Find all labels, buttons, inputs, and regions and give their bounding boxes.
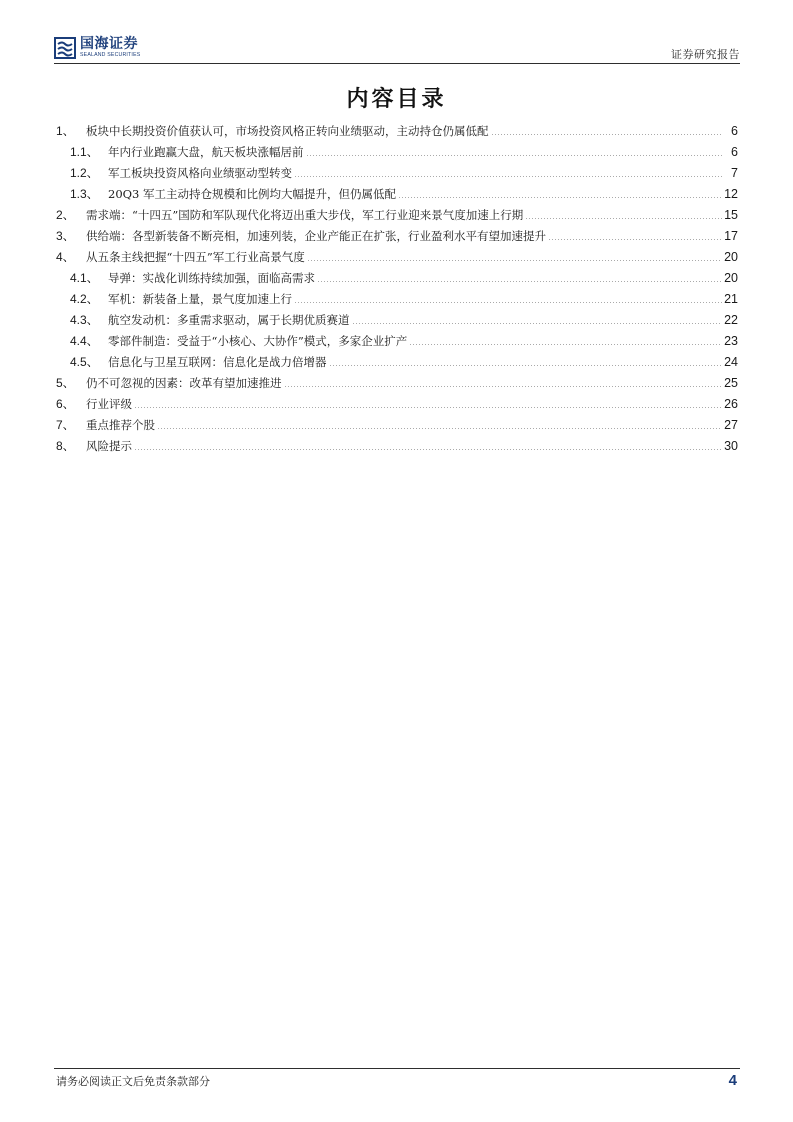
table-of-contents — [56, 120, 738, 456]
toc-entry-page: 20 — [724, 249, 738, 264]
toc-entry-number: 4.1、 — [70, 271, 99, 285]
document-type: 证券研究报告 — [671, 48, 740, 61]
toc-entry-number: 2、 — [56, 208, 75, 222]
toc-entry[interactable] — [56, 435, 738, 456]
toc-entry-label: 从五条主线把握“十四五”军工行业高景气度 — [86, 249, 305, 264]
dot-leader — [294, 176, 722, 177]
toc-entry-page: 22 — [724, 312, 738, 327]
toc-entry-number: 5、 — [56, 376, 75, 390]
dot-leader — [306, 155, 723, 156]
toc-entry-label: 零部件制造：受益于“小核心、大协作”模式，多家企业扩产 — [108, 333, 408, 348]
toc-entry-label: 板块中长期投资价值获认可，市场投资风格正转向业绩驱动，主动持仓仍属低配 — [86, 123, 489, 138]
toc-entry[interactable] — [56, 141, 738, 162]
toc-entry-number: 7、 — [56, 418, 75, 432]
dot-leader — [525, 218, 722, 219]
toc-entry-page: 26 — [724, 396, 738, 411]
toc-entry[interactable] — [56, 330, 738, 351]
company-logo — [54, 34, 140, 62]
dot-leader — [294, 302, 722, 303]
toc-entry-number: 3、 — [56, 229, 75, 243]
toc-entry-page: 6 — [731, 123, 738, 138]
toc-entry-label: 航空发动机：多重需求驱动，属于长期优质赛道 — [108, 312, 350, 327]
toc-entry-label: 军工板块投资风格向业绩驱动型转变 — [108, 165, 292, 180]
dot-leader — [307, 260, 722, 261]
toc-entry-label: 重点推荐个股 — [86, 417, 155, 432]
toc-entry[interactable] — [56, 225, 738, 246]
toc-entry[interactable] — [56, 204, 738, 225]
toc-entry-label: 信息化与卫星互联网：信息化是战力倍增器 — [108, 354, 327, 369]
toc-entry[interactable] — [56, 288, 738, 309]
toc-entry[interactable] — [56, 351, 738, 372]
sealand-logo-icon — [54, 36, 76, 60]
toc-entry-number: 6、 — [56, 397, 75, 411]
toc-entry-number: 1.3、 — [70, 187, 99, 201]
toc-entry-label: 导弹：实战化训练持续加强，面临高需求 — [108, 270, 315, 285]
toc-entry-label: 行业评级 — [86, 396, 132, 411]
header-divider — [54, 63, 740, 64]
toc-entry[interactable] — [56, 120, 738, 141]
dot-leader — [157, 428, 722, 429]
toc-entry-page: 15 — [724, 207, 738, 222]
toc-entry-page: 17 — [724, 228, 738, 243]
logo-english-name: SEALAND SECURITIES — [80, 52, 141, 59]
toc-entry-number: 8、 — [56, 439, 75, 453]
toc-entry-page: 27 — [724, 417, 738, 432]
toc-entry-number: 4.3、 — [70, 313, 99, 327]
toc-entry-label: 20Q3 军工主动持仓规模和比例均大幅提升，但仍属低配 — [108, 186, 397, 201]
toc-entry-label: 风险提示 — [86, 438, 132, 453]
toc-entry-page: 30 — [724, 438, 738, 453]
toc-title: 内容目录 — [346, 87, 447, 112]
toc-entry-page: 21 — [724, 291, 738, 306]
toc-entry-page: 6 — [731, 144, 738, 159]
toc-entry[interactable] — [56, 309, 738, 330]
toc-entry-label: 需求端：“十四五”国防和军队现代化将迈出重大步伐，军工行业迎来景气度加速上行期 — [86, 207, 524, 222]
toc-entry-page: 23 — [724, 333, 738, 348]
toc-entry-label: 年内行业跑赢大盘，航天板块涨幅居前 — [108, 144, 304, 159]
dot-leader — [284, 386, 723, 387]
toc-entry-number: 4.5、 — [70, 355, 99, 369]
toc-entry[interactable] — [56, 414, 738, 435]
toc-entry-page: 20 — [724, 270, 738, 285]
dot-leader — [134, 407, 722, 408]
toc-entry-label: 军机：新装备上量，景气度加速上行 — [108, 291, 292, 306]
toc-entry-label: 仍不可忽视的因素：改革有望加速推进 — [86, 375, 282, 390]
dot-leader — [134, 449, 722, 450]
toc-entry-number: 4.4、 — [70, 334, 99, 348]
dot-leader — [317, 281, 722, 282]
footer-divider — [54, 1068, 740, 1069]
toc-entry[interactable] — [56, 162, 738, 183]
disclaimer-note: 请务必阅读正文后免责条款部分 — [56, 1075, 210, 1088]
dot-leader — [329, 365, 723, 366]
toc-entry-page: 7 — [731, 165, 738, 180]
dot-leader — [409, 344, 722, 345]
toc-entry[interactable] — [56, 246, 738, 267]
toc-entry-number: 1.2、 — [70, 166, 99, 180]
dot-leader — [548, 239, 722, 240]
page-number: 4 — [728, 1072, 737, 1089]
toc-entry-number: 4.2、 — [70, 292, 99, 306]
dot-leader — [352, 323, 723, 324]
toc-entry[interactable] — [56, 372, 738, 393]
toc-entry[interactable] — [56, 183, 738, 204]
logo-chinese-name: 国海证券 — [80, 36, 138, 53]
toc-entry-page: 24 — [724, 354, 738, 369]
toc-entry-number: 4、 — [56, 250, 75, 264]
toc-entry-page: 12 — [724, 186, 738, 201]
page-header — [54, 34, 740, 64]
toc-entry-label: 供给端：各型新装备不断亮相，加速列装，企业产能正在扩张，行业盈利水平有望加速提升 — [86, 228, 546, 243]
toc-entry-number: 1、 — [56, 124, 75, 138]
dot-leader — [491, 134, 723, 135]
toc-entry[interactable] — [56, 267, 738, 288]
toc-entry-page: 25 — [724, 375, 738, 390]
dot-leader — [398, 197, 722, 198]
toc-entry[interactable] — [56, 393, 738, 414]
toc-entry-number: 1.1、 — [70, 145, 99, 159]
